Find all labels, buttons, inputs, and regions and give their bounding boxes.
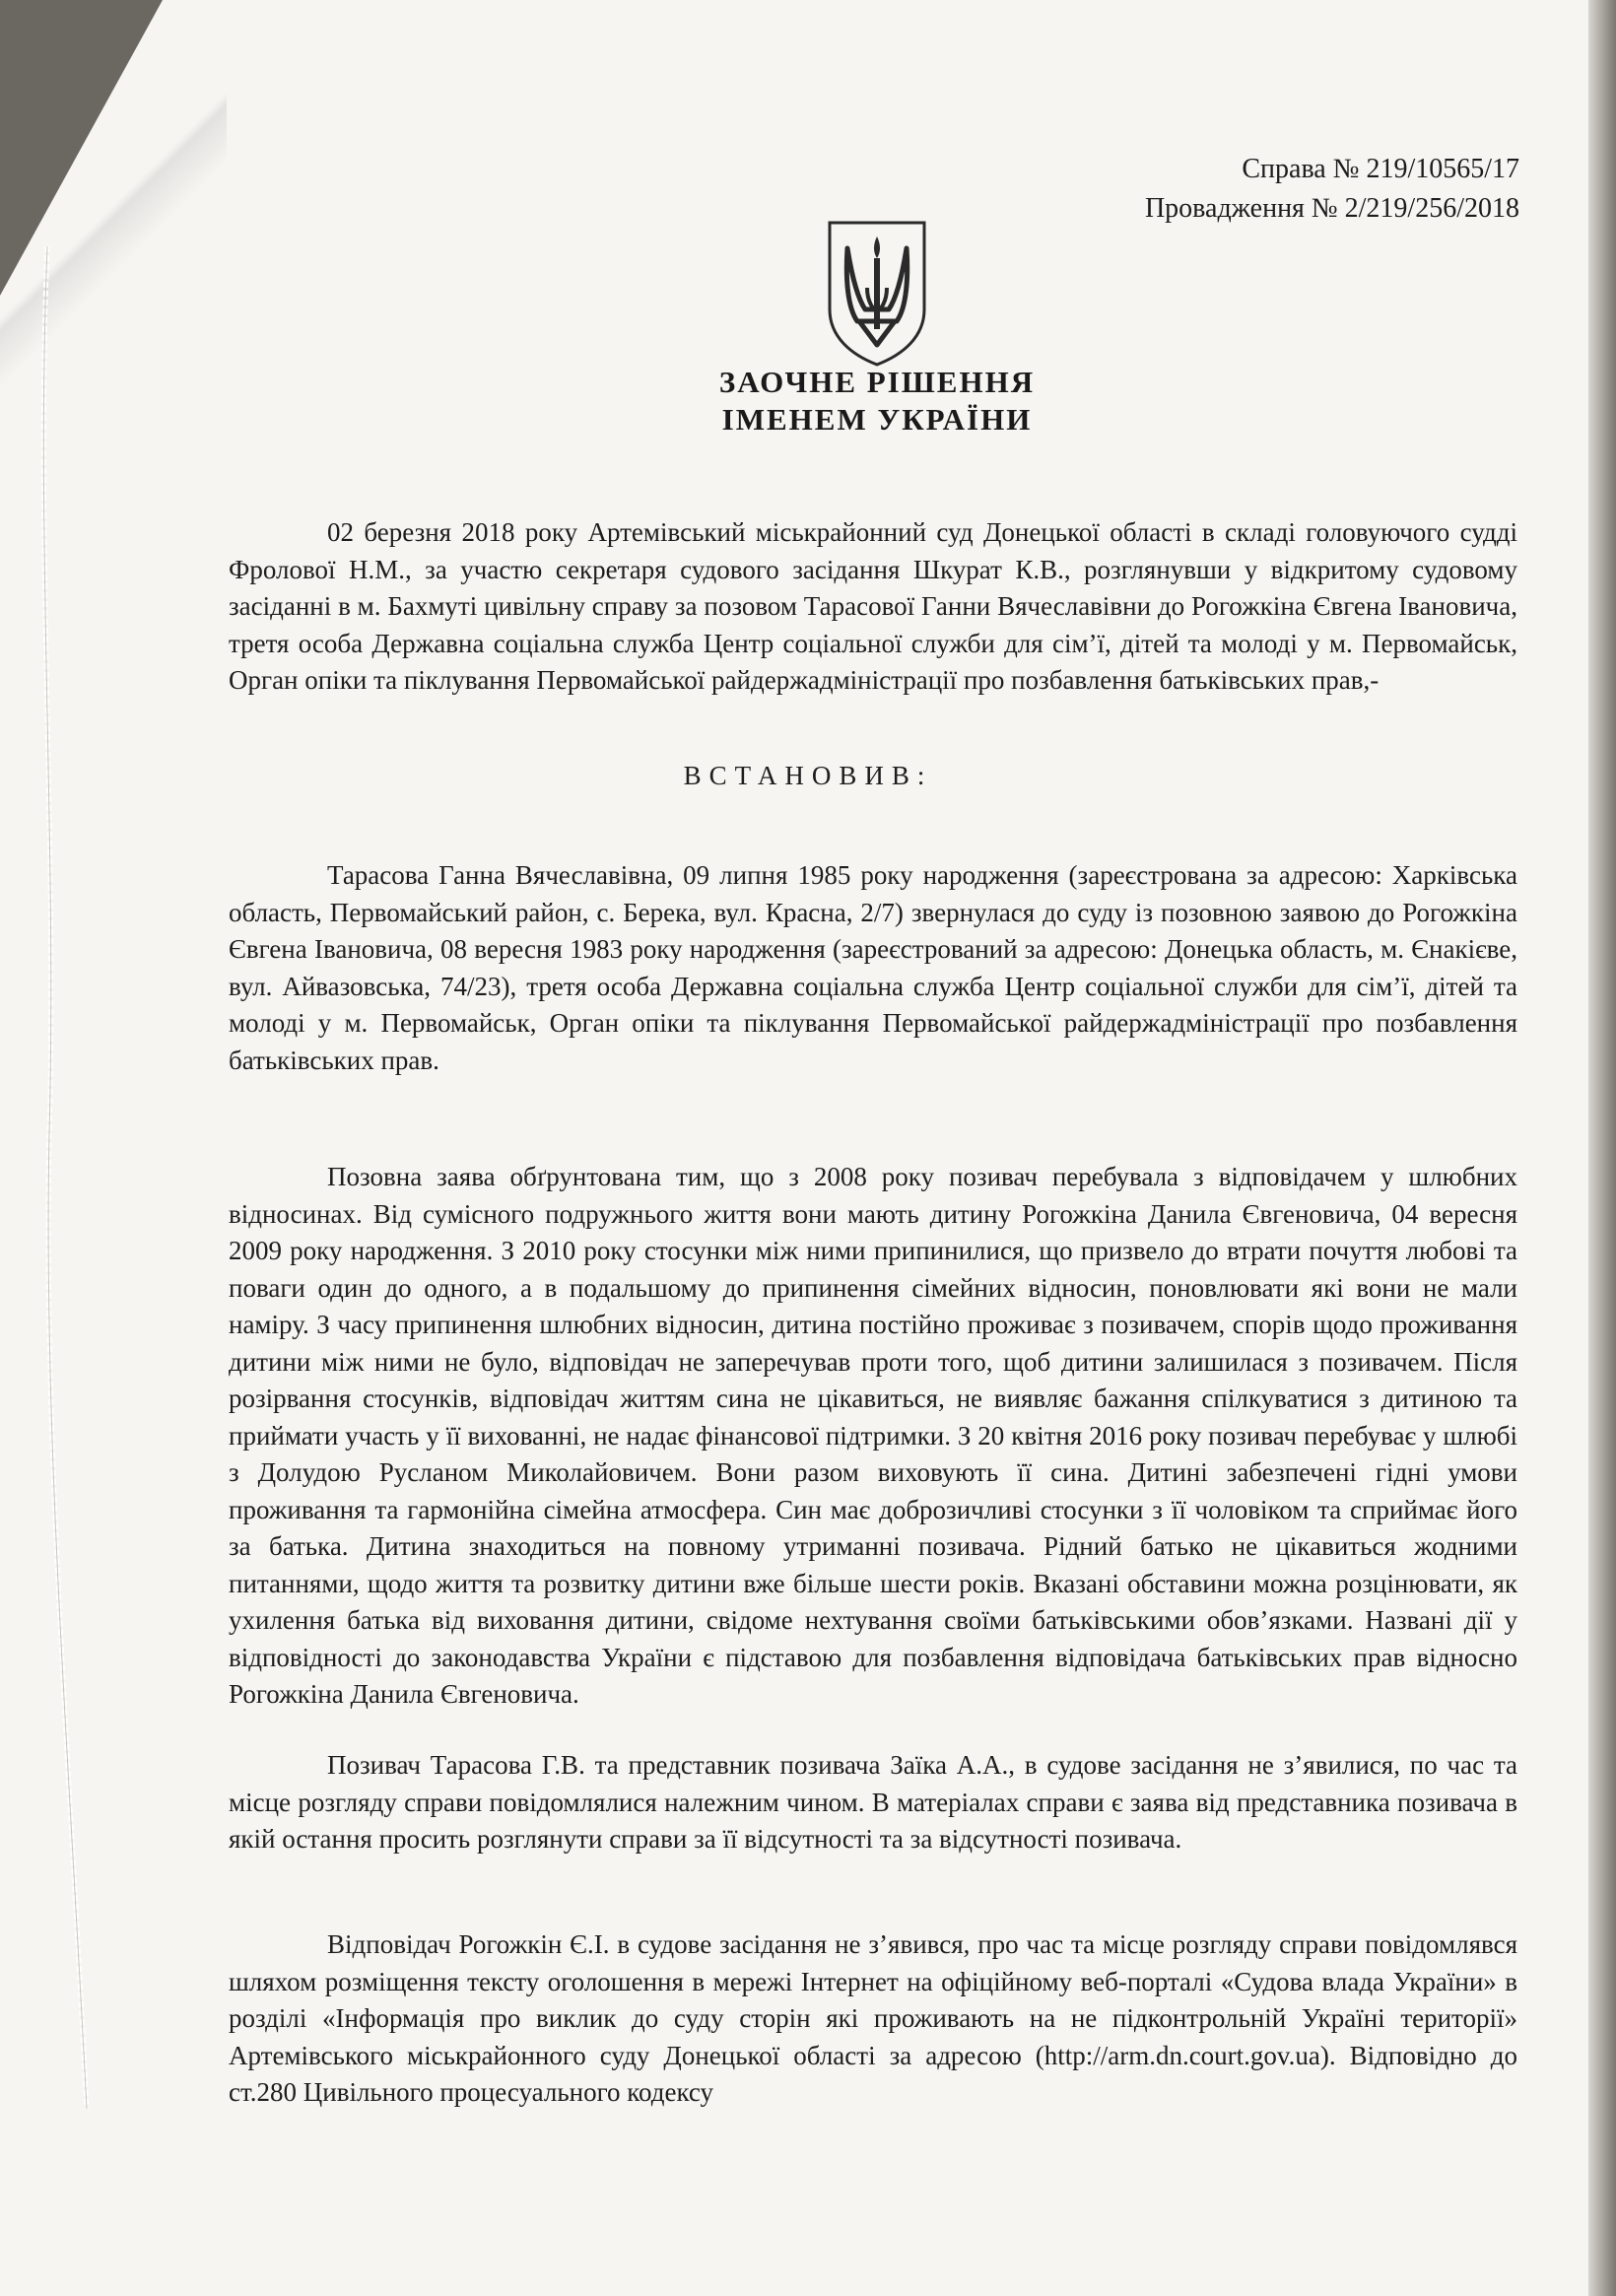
intro-paragraph: 02 березня 2018 року Артемівський міськрайонний суд Донецької області в складі головуючого судді Фролової Н.М., за участю секретаря судового засідання Шкурат К.В., розглянувши у відкритому судовому засіданні в м. Бахмуті цивільну справу за позовом Тарасової Ганни Вячеславівни до Рогожкіна Євгена Івановича, третя особа Державна соціальна служба Центр соціальної служби для сім’ї, дітей та молоді у м. Первомайськ, Орган опіки та піклування Первомайської райдержадміністрації про позбавлення батьківських прав,- xyxy=(229,517,1517,695)
paragraph-2: Позовна заява обґрунтована тим, що з 2008 року позивач перебувала з відповідачем у шлюбних відносинах. Від сумісного подружнього життя вони мають дитину Рогожкіна Данила Євгеновича, 04 вересня 2009 року народження. З 2010 року стосунки між ними припинилися, що призвело до втрати почуття любові та поваги один до одного, а в подальшому до припинення сімейних відносин, поновлювати які вони не мали наміру. З часу припинення шлюбних відносин, дитина постійно проживає з позивачем, спорів щодо проживання дитини між ними не було, відповідач не заперечував проти того, щоб дитини залишилася з позивачем. Після розірвання стосунків, відповідач життям сина не цікавиться, не виявляє бажання спілкуватися з дитиною та приймати участь у її вихованні, не надає фінансової підтримки. З 20 квітня 2016 року позивач перебуває у шлюбі з Долудою Русланом Миколайовичем. Вони разом виховують її сина. Дитині забезпечені гідні умови проживання та гармонійна сімейна атмосфера. Син має доброзичливі стосунки з її чоловіком та сприймає його за батька. Дитина знаходиться на повному утриманні позивача. Рідний батько не цікавиться жодними питаннями, щодо життя та розвитку дитини вже більше шести років. Вказані обставини можна розцінювати, як ухилення батька від виховання дитини, свідоме нехтування своїми батьківськими обов’язками. Названі дії у відповідності до законодавства України є підставою для позбавлення відповідача батьківських прав відносно Рогожкіна Данила Євгеновича. xyxy=(229,1162,1517,1709)
case-number: Справа № 219/10565/17 xyxy=(1242,154,1519,184)
paragraph-4: Відповідач Рогожкін Є.І. в судове засідання не з’явився, про час та місце розгляду справи повідомлявся шляхом розміщення тексту оголошення в мережі Інтернет на офіційному веб-порталі «Судова влада України» в розділі «Інформація про виклик до суду сторін які проживають на не підконтрольній Україні території» Артемівського міськрайонного суду Донецької області за адресою (http://arm.dn.court.gov.ua). Відповідно до ст.280 Цивільного процесуального кодексу xyxy=(229,1929,1517,2107)
page-edge xyxy=(1588,0,1616,2296)
document-title: ЗАОЧНЕ РІШЕННЯ xyxy=(718,365,1036,399)
proceeding-number: Провадження № 2/219/256/2018 xyxy=(1144,193,1519,224)
ukraine-trident-coat-of-arms-icon xyxy=(824,219,930,367)
paragraph-1: Тарасова Ганна Вячеславівна, 09 липня 1985 року народження (зареєстрована за адресою: Харківська область, Первомайський район, с. Берека, вул. Красна, 2/7) звернулася до суду із позовною заявою до Рогожкіна Євгена Івановича, 08 вересня 1983 року народження (зареєстрований за адресою: Донецька область, м. Єнакієве, вул. Айвазовська, 74/23), третя особа Державна соціальна служба Центр соціальної служби для сім’ї, дітей та молоді у м. Первомайськ, Орган опіки та піклування Первомайської райдержадміністрації про позбавлення батьківських прав. xyxy=(229,860,1517,1075)
paragraph-3: Позивач Тарасова Г.В. та представник позивача Заїка А.А., в судове засідання не з’явилися, по час та місце розгляду справи повідомлялися належним чином. В матеріалах справи є заява від представника позивача в якій остання просить розглянути справи за її відсутності та за відсутності позивача. xyxy=(229,1750,1517,1854)
document-subtitle: ІМЕНЕМ УКРАЇНИ xyxy=(721,402,1033,437)
section-heading: ВСТАНОВИВ: xyxy=(683,761,933,790)
case-info xyxy=(1145,150,1519,229)
